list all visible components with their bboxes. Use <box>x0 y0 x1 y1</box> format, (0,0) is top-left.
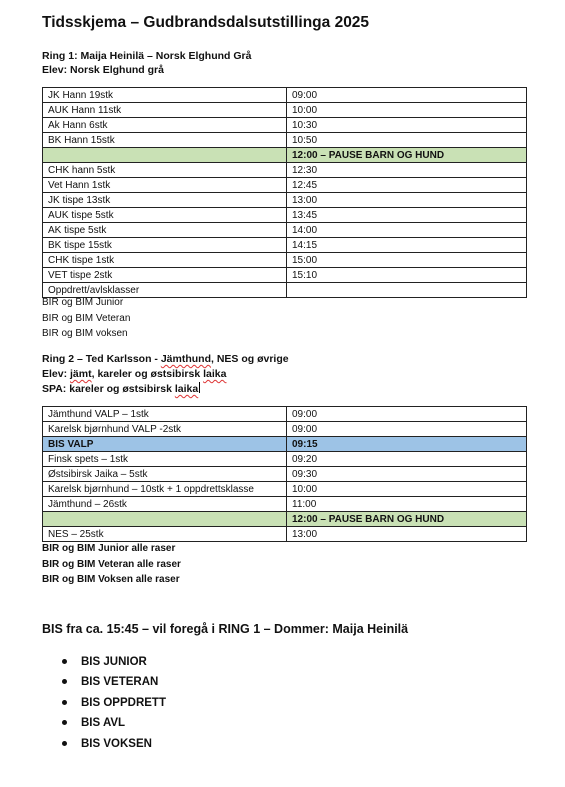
table-row <box>43 223 527 238</box>
bis-valp-row <box>43 437 527 452</box>
list-item <box>62 693 166 713</box>
bullet-icon <box>62 720 67 725</box>
class-cell: Jämthund VALP – 1stk <box>43 407 287 422</box>
table-row <box>43 497 527 512</box>
ring2-after-line: BIR og BIM Junior alle raser <box>42 543 176 554</box>
table-row <box>43 208 527 223</box>
ring2-spa <box>42 381 200 397</box>
class-cell: Jämthund – 26stk <box>43 497 287 512</box>
spa-text: SPA: kareler og østsibirsk <box>42 383 175 395</box>
class-cell: Vet Hann 1stk <box>43 178 287 193</box>
ring1-after-line: BIR og BIM voksen <box>42 328 128 339</box>
list-item-label: BIS VOKSEN <box>81 737 152 750</box>
table-row <box>43 407 527 422</box>
list-item-label: BIS JUNIOR <box>81 656 147 668</box>
class-cell <box>43 148 287 163</box>
ring2-elev <box>42 366 226 382</box>
table-row <box>43 422 527 437</box>
heading-text: , NES og øvrige <box>211 353 289 365</box>
class-cell: AK tispe 5stk <box>43 223 287 238</box>
class-cell: CHK tispe 1stk <box>43 253 287 268</box>
time-cell <box>287 283 527 298</box>
list-item <box>62 672 166 692</box>
class-cell: Karelsk bjørnhund VALP -2stk <box>43 422 287 437</box>
time-cell: 14:15 <box>287 238 527 253</box>
ring1-after-line: BIR og BIM Junior <box>42 297 124 308</box>
time-cell: 10:00 <box>287 482 527 497</box>
bis-heading: BIS fra ca. 15:45 – vil foregå i RING 1 – Dommer: Maija Heinilä <box>42 622 409 636</box>
class-cell: AUK tispe 5stk <box>43 208 287 223</box>
ring1-schedule-table <box>42 87 527 298</box>
time-cell: 12:45 <box>287 178 527 193</box>
table-row <box>43 467 527 482</box>
class-cell: CHK hann 5stk <box>43 163 287 178</box>
spa-text-misspelled: laika <box>174 383 199 395</box>
list-item <box>62 652 166 672</box>
ring2-schedule-table <box>42 406 527 542</box>
list-item <box>62 713 166 733</box>
table-row <box>43 133 527 148</box>
time-cell: 12:30 <box>287 163 527 178</box>
list-item-label: BIS OPPDRETT <box>81 696 166 709</box>
time-cell: 10:50 <box>287 133 527 148</box>
elev-text-misspelled: laika <box>203 368 227 380</box>
time-cell: 12:00 – PAUSE BARN OG HUND <box>287 148 527 163</box>
table-row <box>43 103 527 118</box>
table-row <box>43 452 527 467</box>
class-cell: BK tispe 15stk <box>43 238 287 253</box>
class-cell: VET tispe 2stk <box>43 268 287 283</box>
table-row <box>43 178 527 193</box>
text-cursor <box>199 382 200 393</box>
ring2-after-line: BIR og BIM Voksen alle raser <box>42 574 180 585</box>
bis-list <box>62 652 166 754</box>
table-row <box>43 118 527 133</box>
elev-text-misspelled: jämt <box>70 368 92 380</box>
time-cell: 09:00 <box>287 88 527 103</box>
class-cell: Karelsk bjørnhund – 10stk + 1 oppdrettsklasse <box>43 482 287 497</box>
heading-text-misspelled: Jämthund <box>160 353 211 365</box>
time-cell: 11:00 <box>287 497 527 512</box>
table-row <box>43 88 527 103</box>
class-cell: AUK Hann 11stk <box>43 103 287 118</box>
table-row <box>43 253 527 268</box>
class-cell: Oppdrett/avlsklasser <box>43 283 287 298</box>
table-row <box>43 482 527 497</box>
table-row <box>43 527 527 542</box>
table-row <box>43 268 527 283</box>
ring2-heading <box>42 351 289 367</box>
list-item-label: BIS AVL <box>81 717 126 730</box>
ring1-heading: Ring 1: Maija Heinilä – Norsk Elghund Grå <box>42 50 252 62</box>
bullet-icon <box>62 659 67 664</box>
list-item-label: BIS VETERAN <box>81 676 159 689</box>
bullet-icon <box>62 679 67 684</box>
table-row <box>43 163 527 178</box>
time-cell: 14:00 <box>287 223 527 238</box>
time-cell: 09:20 <box>287 452 527 467</box>
time-cell: 13:45 <box>287 208 527 223</box>
time-cell: 15:00 <box>287 253 527 268</box>
class-cell: Finsk spets – 1stk <box>43 452 287 467</box>
bullet-icon <box>62 700 67 705</box>
time-cell: 09:00 <box>287 407 527 422</box>
class-cell: JK tispe 13stk <box>43 193 287 208</box>
table-row <box>43 193 527 208</box>
ring2-after-line: BIR og BIM Veteran alle raser <box>42 559 181 570</box>
class-cell: JK Hann 19stk <box>43 88 287 103</box>
time-cell: 13:00 <box>287 527 527 542</box>
class-cell: BK Hann 15stk <box>43 133 287 148</box>
heading-text: Ring 2 – Ted Karlsson - <box>42 353 161 365</box>
table-row <box>43 238 527 253</box>
elev-text: , kareler og østsibirsk <box>91 368 204 380</box>
time-cell: 09:15 <box>287 437 527 452</box>
time-cell: 13:00 <box>287 193 527 208</box>
class-cell: NES – 25stk <box>43 527 287 542</box>
elev-text: Elev: <box>42 368 71 380</box>
class-cell: BIS VALP <box>43 437 287 452</box>
class-cell <box>43 512 287 527</box>
document-title: Tidsskjema – Gudbrandsdalsutstillinga 2025 <box>42 14 370 31</box>
time-cell: 15:10 <box>287 268 527 283</box>
class-cell: Ak Hann 6stk <box>43 118 287 133</box>
pause-row <box>43 512 527 527</box>
list-item <box>62 734 166 754</box>
ring1-after-line: BIR og BIM Veteran <box>42 313 131 324</box>
time-cell: 12:00 – PAUSE BARN OG HUND <box>287 512 527 527</box>
time-cell: 09:30 <box>287 467 527 482</box>
class-cell: Østsibirsk Jaika – 5stk <box>43 467 287 482</box>
bullet-icon <box>62 741 67 746</box>
pause-row <box>43 148 527 163</box>
time-cell: 10:30 <box>287 118 527 133</box>
time-cell: 09:00 <box>287 422 527 437</box>
ring1-elev: Elev: Norsk Elghund grå <box>42 64 164 76</box>
time-cell: 10:00 <box>287 103 527 118</box>
